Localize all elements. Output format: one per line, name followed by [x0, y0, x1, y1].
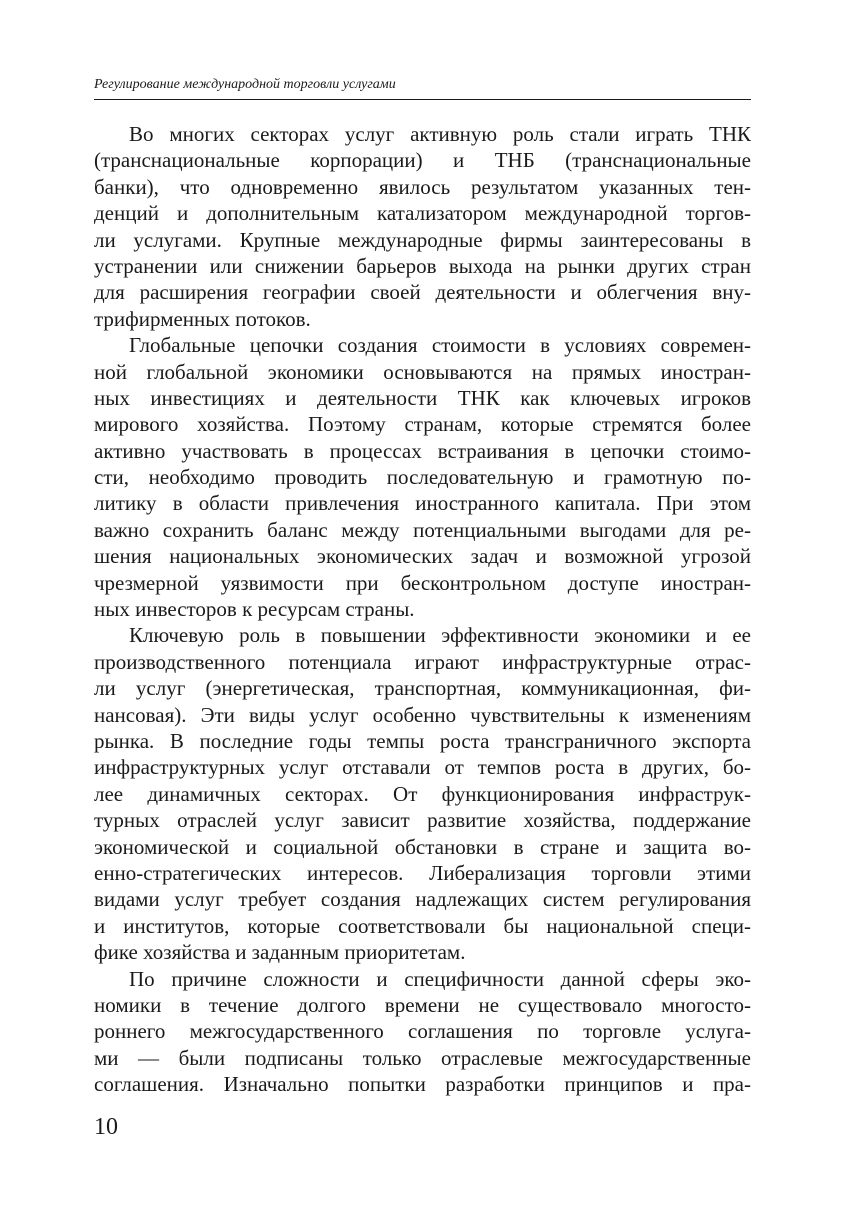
text-line: номики в течение долгого времени не существовало многосто-	[94, 992, 751, 1017]
text-line: активно участвовать в процессах встраивания в цепочки стоимо-	[94, 438, 751, 463]
text-line: ми — были подписаны только отраслевые межгосударственные	[94, 1045, 751, 1070]
text-line: и институтов, которые соответствовали бы национальной специ-	[94, 913, 751, 938]
text-line: енно-стратегических интересов. Либерализация торговли этими	[94, 860, 751, 885]
text-line: роннего межгосударственного соглашения по торговле услуга-	[94, 1019, 751, 1044]
text-line: чрезмерной уязвимости при бесконтрольном доступе иностран-	[94, 570, 751, 595]
text-line: сти, необходимо проводить последовательную и грамотную по-	[94, 465, 751, 490]
text-line: лее динамичных секторах. От функционирования инфраструк-	[94, 781, 751, 806]
text-line: соглашения. Изначально попытки разработки принципов и пра-	[94, 1072, 751, 1097]
running-head: Регулирование международной торговли услугами	[94, 77, 396, 92]
text-line: важно сохранить баланс между потенциальными выгодами для ре-	[94, 517, 751, 542]
text-line: видами услуг требует создания надлежащих систем регулирования	[94, 887, 751, 912]
text-line: мирового хозяйства. Поэтому странам, которые стремятся более	[94, 412, 751, 437]
text-line: трифирменных потоков.	[94, 306, 311, 331]
text-line: рынка. В последние годы темпы роста трансграничного экспорта	[94, 728, 751, 753]
text-line: Во многих секторах услуг активную роль стали играть ТНК	[129, 122, 751, 146]
text-line: нансовая). Эти виды услуг особенно чувствительны к изменениям	[94, 702, 751, 727]
text-line: ли услугами. Крупные международные фирмы заинтересованы в	[94, 227, 751, 252]
text-line: для расширения географии своей деятельности и облегчения вну-	[94, 280, 751, 305]
text-line: устранении или снижении барьеров выхода на рынки других стран	[94, 253, 751, 278]
text-line: инфраструктурных услуг отставали от темпов роста в других, бо-	[94, 755, 751, 780]
text-line: ной глобальной экономики основываются на прямых иностран-	[94, 359, 751, 384]
text-line: денций и дополнительным катализатором международной торгов-	[94, 201, 751, 226]
text-line: шения национальных экономических задач и возможной угрозой	[94, 544, 751, 569]
text-line: банки), что одновременно явилось результатом указанных тен-	[94, 174, 751, 199]
paragraph-3	[94, 622, 751, 965]
paragraph-4	[94, 966, 751, 1098]
text-line: Ключевую роль в повышении эффективности экономики и ее	[129, 623, 751, 648]
text-line: турных отраслей услуг зависит развитие хозяйства, поддержание	[94, 808, 751, 833]
text-line: (транснациональные корпорации) и ТНБ (транснациональные	[94, 148, 751, 173]
text-line: ных инвестициях и деятельности ТНК как ключевых игроков	[94, 385, 751, 410]
text-line: ных инвесторов к ресурсам страны.	[94, 597, 415, 622]
paragraph-2	[94, 332, 751, 622]
text-line: Глобальные цепочки создания стоимости в условиях современ-	[129, 333, 751, 358]
text-line: литику в области привлечения иностранного капитала. При этом	[94, 491, 751, 516]
text-line: фике хозяйства и заданным приоритетам.	[94, 940, 466, 965]
text-line: ли услуг (энергетическая, транспортная, коммуникационная, фи-	[94, 676, 751, 701]
header-rule	[94, 99, 751, 100]
paragraph-1	[94, 121, 751, 332]
text-line: производственного потенциала играют инфраструктурные отрас-	[94, 649, 751, 674]
text-line: экономической и социальной обстановки в стране и защита во-	[94, 834, 751, 859]
text-line: По причине сложности и специфичности данной сферы эко-	[129, 966, 751, 991]
body-text	[94, 121, 751, 1097]
page-number: 10	[94, 1114, 118, 1140]
